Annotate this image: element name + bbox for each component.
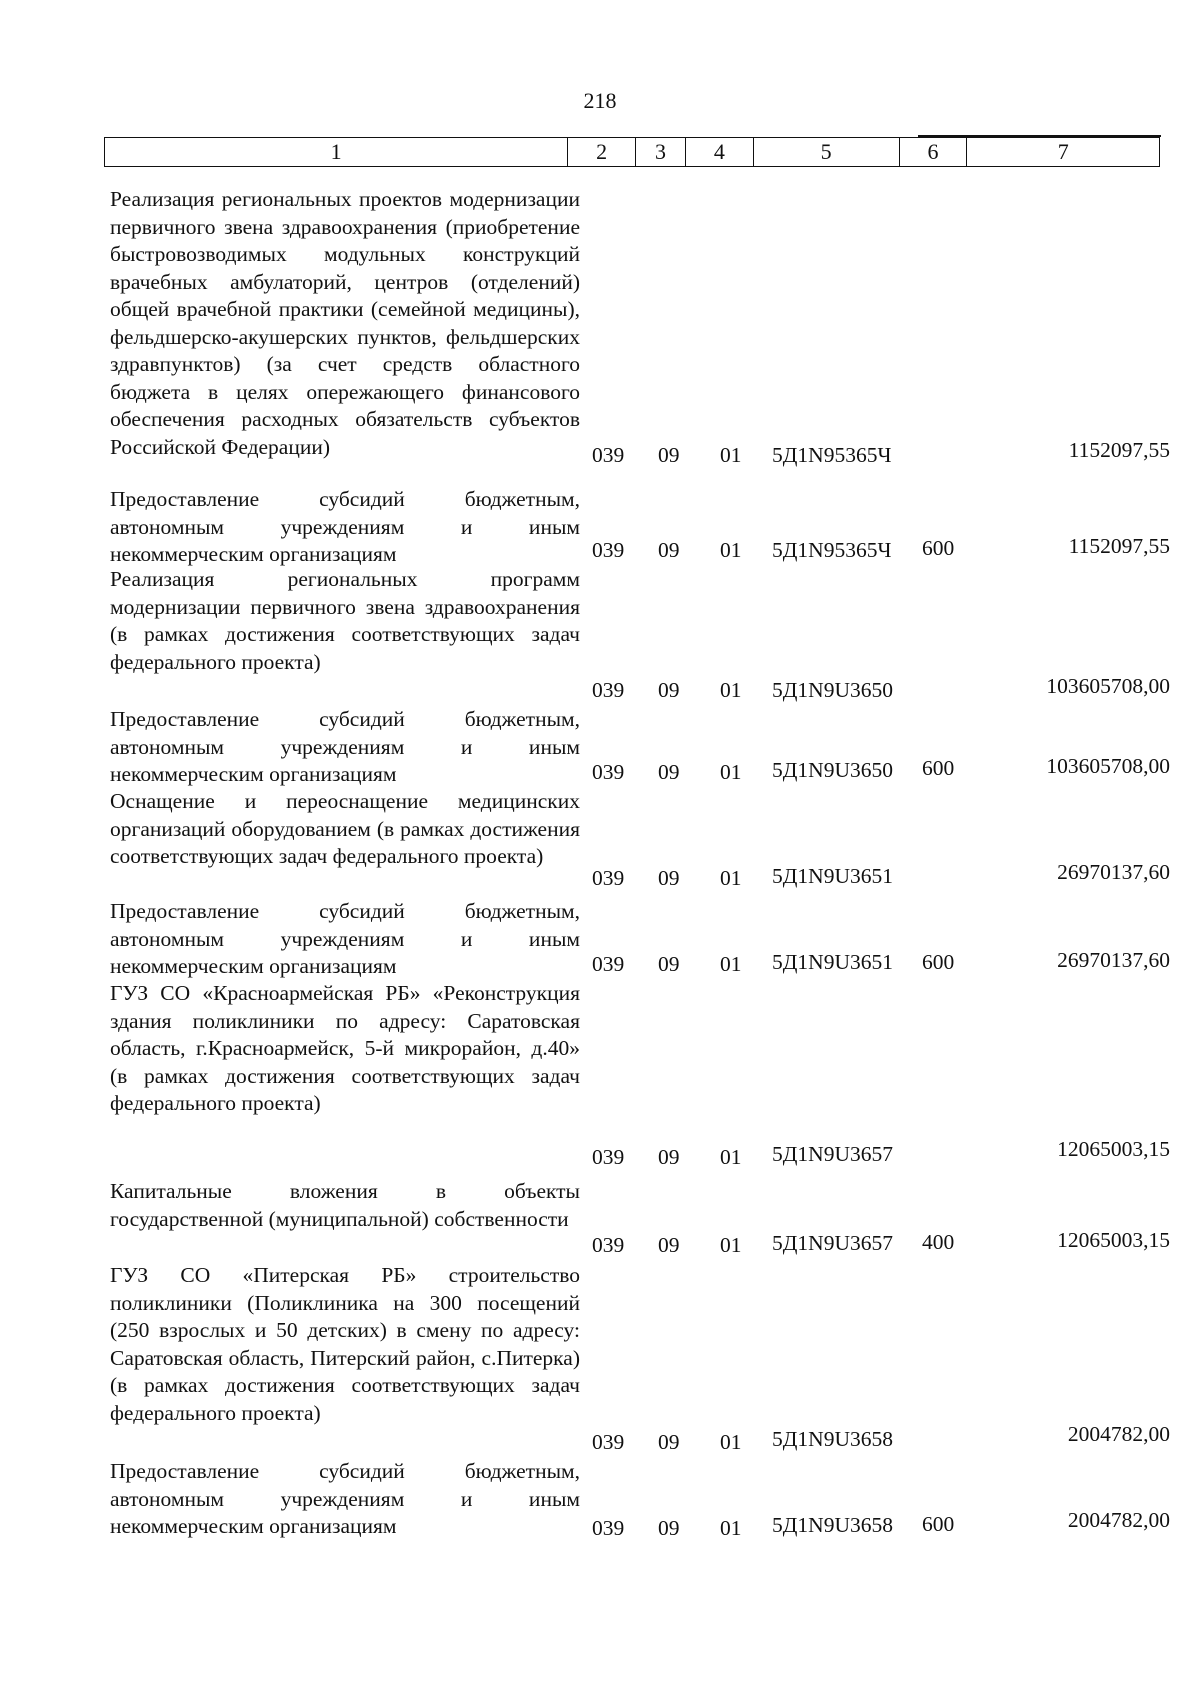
row-description: Оснащение и переоснащение медицинских организаций оборудованием (в рамках достижения соответствующих задач федерального проекта) — [110, 789, 580, 868]
row-section-code: 09 — [658, 760, 680, 784]
table-header — [104, 137, 1160, 167]
table-row — [110, 980, 1170, 1178]
row-section-code: 09 — [658, 866, 680, 890]
row-target-article: 5Д1N95365Ч — [772, 443, 892, 467]
row-amount: 26970137,60 — [1057, 860, 1170, 884]
row-section-code: 09 — [658, 443, 680, 467]
row-target-article: 5Д1N9U3650 — [772, 678, 893, 702]
header-col-1: 1 — [105, 138, 568, 166]
row-expense-type: 600 — [922, 536, 955, 560]
table-row — [110, 566, 1170, 706]
table-row — [110, 706, 1170, 788]
row-ministry-code: 039 — [592, 678, 625, 702]
row-description: Предоставление субсидий бюджетным, автономным учреждениям и иным некоммерческим организациям — [110, 487, 580, 566]
row-section-code: 09 — [658, 1233, 680, 1257]
row-amount: 1152097,55 — [1068, 534, 1170, 558]
row-ministry-code: 039 — [592, 1145, 625, 1169]
row-amount: 12065003,15 — [1057, 1137, 1170, 1161]
header-col-7: 7 — [1057, 139, 1069, 164]
row-target-article: 5Д1N9U3651 — [772, 864, 893, 888]
row-amount: 12065003,15 — [1057, 1228, 1170, 1252]
header-col-4: 4 — [686, 138, 754, 166]
row-ministry-code: 039 — [592, 443, 625, 467]
row-description: Предоставление субсидий бюджетным, автономным учреждениям и иным некоммерческим организациям — [110, 707, 580, 786]
table-row — [110, 788, 1170, 898]
row-target-article: 5Д1N95365Ч — [772, 538, 892, 562]
table-row — [110, 898, 1170, 980]
row-amount: 103605708,00 — [1046, 754, 1170, 778]
row-ministry-code: 039 — [592, 538, 625, 562]
row-description: ГУЗ СО «Питерская РБ» строительство поликлиники (Поликлиника на 300 посещений (250 взрослых и 50 детских) в смену по адресу: Саратовская область, Питерский район, с.Питерка) (в рамках достижения соответствующих задач федерального проекта) — [110, 1263, 580, 1425]
row-subsection-code: 01 — [720, 866, 742, 890]
row-target-article: 5Д1N9U3657 — [772, 1231, 893, 1255]
row-amount: 26970137,60 — [1057, 948, 1170, 972]
row-subsection-code: 01 — [720, 952, 742, 976]
header-col-5: 5 — [754, 138, 900, 166]
row-description: Предоставление субсидий бюджетным, автономным учреждениям и иным некоммерческим организациям — [110, 1459, 580, 1538]
row-ministry-code: 039 — [592, 866, 625, 890]
row-expense-type: 600 — [922, 1512, 955, 1536]
header-col-2: 2 — [568, 138, 636, 166]
page-number: 218 — [583, 88, 617, 113]
row-description: ГУЗ СО «Красноармейская РБ» «Реконструкция здания поликлиники по адресу: Саратовская область, г.Красноармейск, 5-й микрорайон, д.40» (в рамках достижения соответствующих задач федерального проекта) — [110, 981, 580, 1115]
row-amount: 2004782,00 — [1067, 1508, 1170, 1532]
row-ministry-code: 039 — [592, 1233, 625, 1257]
row-target-article: 5Д1N9U3657 — [772, 1142, 893, 1166]
row-expense-type: 400 — [922, 1230, 955, 1254]
row-section-code: 09 — [658, 952, 680, 976]
row-amount: 103605708,00 — [1046, 674, 1170, 698]
table-row — [110, 486, 1170, 566]
row-subsection-code: 01 — [720, 678, 742, 702]
row-description: Капитальные вложения в объекты государственной (муниципальной) собственности — [110, 1179, 580, 1231]
header-col-6: 6 — [900, 138, 968, 166]
table-row — [110, 1458, 1170, 1548]
row-target-article: 5Д1N9U3658 — [772, 1513, 893, 1537]
table-row — [110, 186, 1170, 486]
row-section-code: 09 — [658, 1145, 680, 1169]
row-subsection-code: 01 — [720, 538, 742, 562]
row-ministry-code: 039 — [592, 952, 625, 976]
table-row — [110, 1262, 1170, 1458]
row-subsection-code: 01 — [720, 1145, 742, 1169]
row-section-code: 09 — [658, 538, 680, 562]
row-ministry-code: 039 — [592, 1430, 625, 1454]
row-amount: 2004782,00 — [1067, 1422, 1170, 1446]
row-expense-type: 600 — [922, 756, 955, 780]
row-target-article: 5Д1N9U3658 — [772, 1427, 893, 1451]
row-ministry-code: 039 — [592, 760, 625, 784]
row-description: Предоставление субсидий бюджетным, автономным учреждениям и иным некоммерческим организациям — [110, 899, 580, 978]
row-target-article: 5Д1N9U3650 — [772, 758, 893, 782]
header-col-3: 3 — [636, 138, 686, 166]
row-description: Реализация региональных программ модернизации первичного звена здравоохранения (в рамках достижения соответствующих задач федерального проекта) — [110, 567, 580, 674]
table-row — [110, 1178, 1170, 1262]
row-subsection-code: 01 — [720, 1516, 742, 1540]
row-section-code: 09 — [658, 1430, 680, 1454]
row-subsection-code: 01 — [720, 1233, 742, 1257]
row-section-code: 09 — [658, 678, 680, 702]
row-section-code: 09 — [658, 1516, 680, 1540]
row-subsection-code: 01 — [720, 1430, 742, 1454]
row-amount: 1152097,55 — [1068, 438, 1170, 462]
row-subsection-code: 01 — [720, 760, 742, 784]
row-ministry-code: 039 — [592, 1516, 625, 1540]
row-description: Реализация региональных проектов модернизации первичного звена здравоохранения (приобретение быстровозводимых модульных конструкций врачебных амбулаторий, центров (отделений) общей врачебной практики (семейной медицины), фельдшерско-акушерских пунктов, фельдшерских здравпунктов) (за счет средств областного бюджета в целях опережающего финансового обеспечения расходных обязательств субъектов Российской Федерации) — [110, 187, 580, 459]
row-target-article: 5Д1N9U3651 — [772, 950, 893, 974]
row-expense-type: 600 — [922, 950, 955, 974]
row-subsection-code: 01 — [720, 443, 742, 467]
